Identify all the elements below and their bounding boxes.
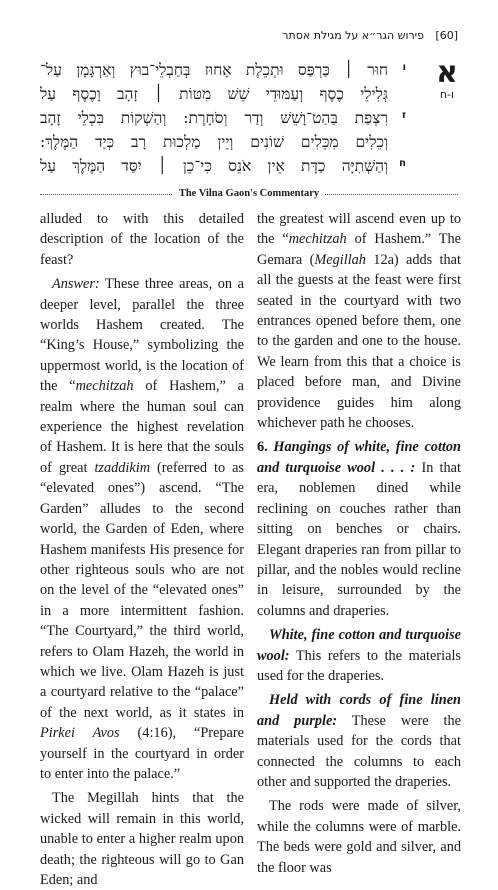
verse-number: ח [399,158,406,169]
verse-number: ו [402,62,406,73]
verse-range: ו-ח [439,88,454,101]
paragraph: The rods were made of silver, while the columns were of marble. The beds were gold and silver, and the floor was [257,798,461,876]
paragraph: Answer: These three areas, on a deeper level, parallel the three worlds Hashem created. The “King’s House,” symbolizing the uppermost world, is the location of the “mechitzah of Hashem,” a realm where the human soul can experience the highest revelation of Hashem. It is here that the souls of great tzaddikim (referred to as “elevated ones”) ascend. “The Garden” alludes to the second world, the Garden of Eden, where Hashem manifests His presence for other righteous souls who are not on the level of the “elevated ones” in a more intermittent fashion. “The Courtyard,” the third world, refers to Olam Hazeh, the world in which we live. Olam Hazeh is just a courtyard relative to the “palace” of the next world, as it states in Pirkei Avos (4:16), “Prepare yourself in the courtyard in order to enter into the palace.” [40,276,244,782]
commentary-title: The Vilna Gaon's Commentary [173,187,325,201]
chapter-letter: א [436,55,458,90]
commentary-column-right [257,209,461,878]
running-header [40,27,458,47]
page-number: [60] [435,29,458,42]
verse-line: רִצְפַת בַּהַט־וָשֵׁשׁ וְדַר וְסֹחָרֶת: וְהַשְׁקוֹת בִּכְלֵי זָהָב [40,109,388,127]
lead-in: Held with cords of fine linen and purple: [257,692,461,729]
lead-in: White, fine cotton and turquoise wool: [257,627,461,664]
verse-ref-number: 6. [257,439,268,456]
lead-in: Answer: [52,276,100,293]
paragraph: The Megillah hints that the wicked will remain in this world, unable to enter a higher realm upon death; the righteous will go to Gan Eden; and [40,790,244,888]
verse-number: ז [401,110,406,121]
verse-line: חוּר ׀ כַּרְפַּס וּתְכֵלֶת אָחוּז בְּחַבְלֵי־בוּץ וְאַרְגָּמָן עַל־ [40,61,388,79]
verse-line: גְּלִילֵי כֶסֶף וְעַמּוּדֵי שֵׁשׁ מִטּוֹת ׀ זָהָב וָכֶסֶף עַל [40,85,388,103]
verse-line: וְהַשְּׁתִיָּה כַדָּת אֵין אֹנֵס כִּי־כֵן ׀ יִסַּד הַמֶּלֶךְ עַל [40,157,388,175]
running-title: פירוש הגר״א על מגילת אסתר [282,29,424,42]
commentary-column-left [40,209,244,890]
paragraph: alluded to with this detailed description of the location of the feast? [40,211,244,268]
verse-line: וְכֵלִים מִכֵּלִים שׁוֹנִים וְיֵין מַלְכוּת רָב כְּיַד הַמֶּלֶךְ: [40,133,388,151]
lead-in: Hangings of white, fine cotton and turquoise wool . . . : [257,439,461,476]
commentary-banner [40,187,458,201]
hebrew-verse-block [40,55,458,178]
paragraph: the greatest will ascend even up to the “mechitzah of Hashem.” The Gemara (Megillah 12a) adds that all the guests at the feast were first seated in the courtyard with two entrances opened before them, one to the garden and one to the house. We learn from this that a choice is placed before man, and Divine providence guides him along whichever path he chooses. [257,211,461,432]
paragraph: Held with cords of fine linen and purple: These were the materials used for the cords that connected the columns to each other and supported the draperies. [257,692,461,790]
paragraph: White, fine cotton and turquoise wool: This refers to the materials used for the draperies. [257,627,461,684]
paragraph: 6. Hangings of white, fine cotton and turquoise wool . . . : In that era, noblemen dined while reclining on couches rather than sitting on benches or chairs. Elegant draperies ran from pillar to pillar, and the nobles would recline in leisure, surrounded by the columns and draperies. [257,439,462,619]
